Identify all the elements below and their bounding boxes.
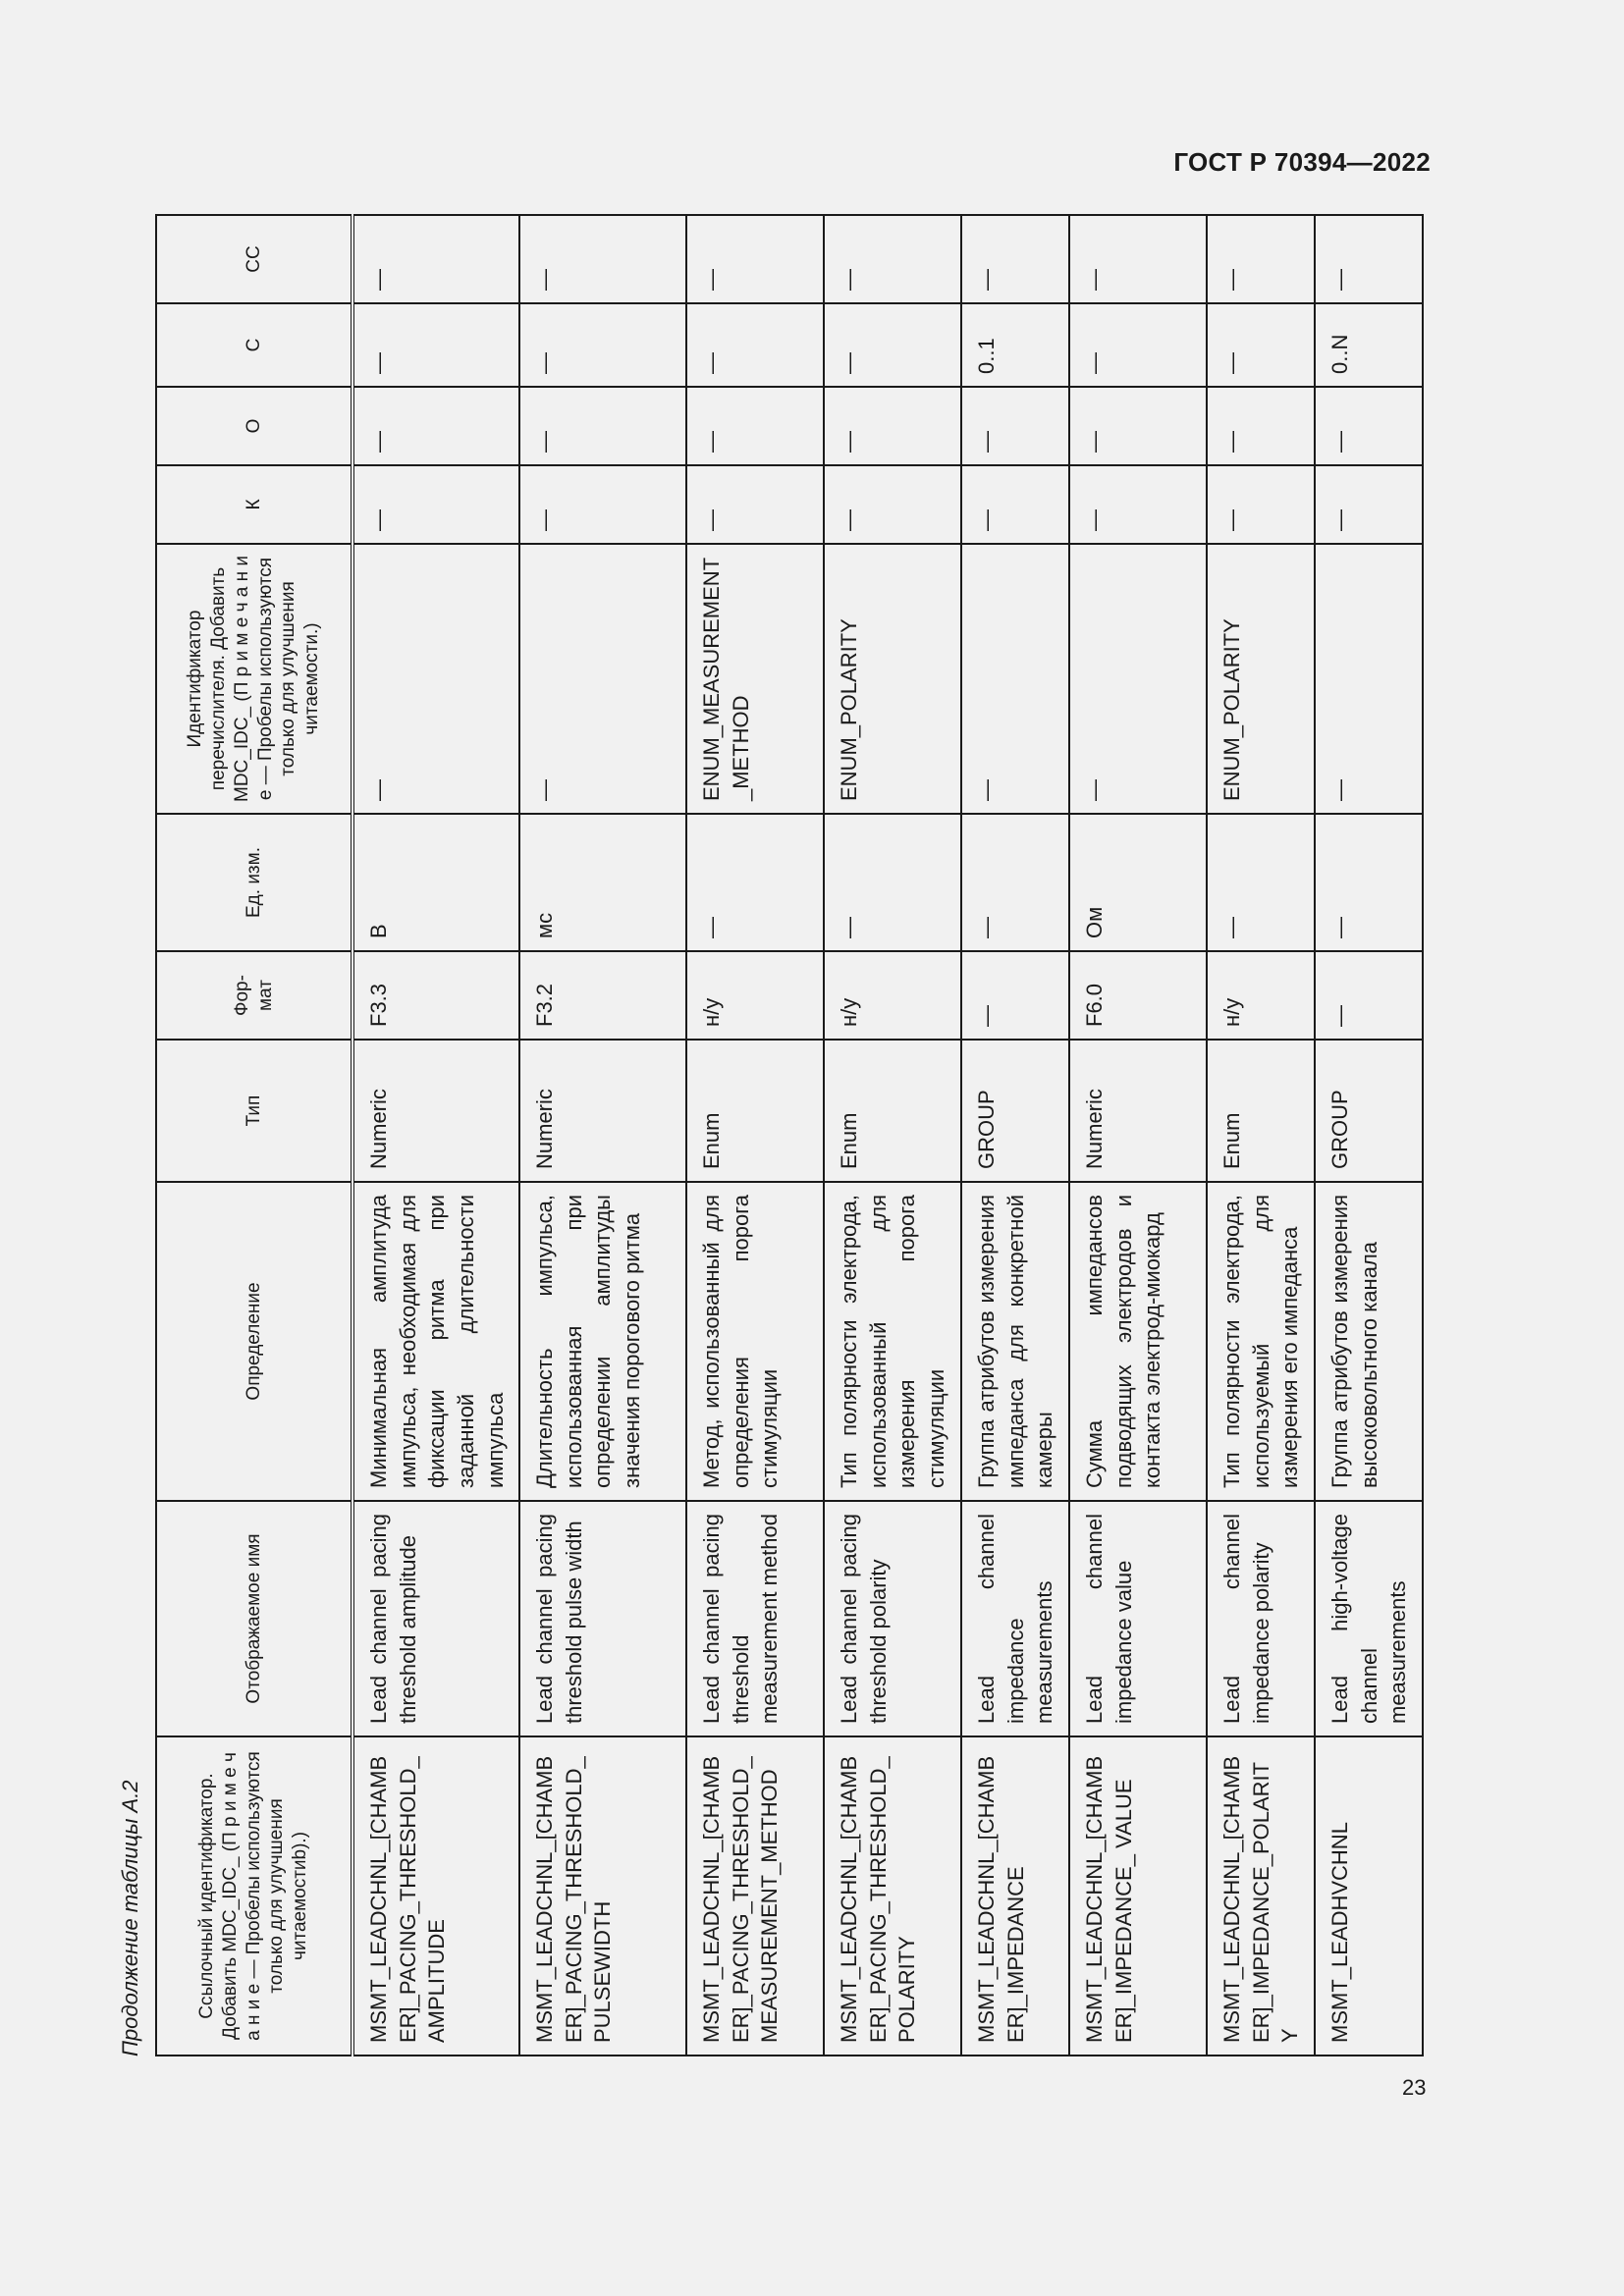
table-cell: Группа атрибутов измерения высоковольтного канала: [1315, 1182, 1423, 1501]
table-cell: Lead high-voltage channel measurements: [1315, 1501, 1423, 1736]
table-cell: ENUM_MEASUREMENT_METHOD: [686, 544, 824, 814]
table-cell: F3.3: [352, 951, 519, 1040]
table-cell: MSMT_LEADCHNL_[CHAMBER]_PACING_THRESHOLD_PULSEWIDTH: [519, 1736, 686, 2056]
table-cell: —: [961, 951, 1069, 1040]
table-cell: —: [1207, 303, 1315, 387]
table-cell: —: [352, 303, 519, 387]
table-row: [686, 215, 824, 2056]
table-cell: Lead channel pacing threshold pulse width: [519, 1501, 686, 1736]
table-cell: 0..1: [961, 303, 1069, 387]
table-cell: —: [1315, 814, 1423, 951]
table-caption: Продолжение таблицы А.2: [118, 1780, 142, 2056]
table-cell: —: [961, 215, 1069, 303]
table-cell: MSMT_LEADCHNL_[CHAMBER]_IMPEDANCE_ VALUE: [1069, 1736, 1207, 2056]
table-cell: MSMT_LEADCHNL_[CHAMBER]_IMPEDANCE: [961, 1736, 1069, 2056]
table-cell: —: [1315, 544, 1423, 814]
column-header: Определение: [156, 1182, 352, 1501]
table-cell: —: [1207, 215, 1315, 303]
table-cell: Numeric: [352, 1040, 519, 1182]
table-cell: Lead channel impedance value: [1069, 1501, 1207, 1736]
table-cell: Группа атрибутов измерения импеданса для конкретной камеры: [961, 1182, 1069, 1501]
table-cell: MSMT_LEADCHNL_[CHAMBER]_PACING_THRESHOLD_ POLARITY: [824, 1736, 961, 2056]
table-cell: —: [686, 303, 824, 387]
table-cell: —: [1069, 387, 1207, 465]
table-cell: Метод, использованный для определения порога стимуляции: [686, 1182, 824, 1501]
table-cell: Numeric: [1069, 1040, 1207, 1182]
table-cell: —: [1207, 465, 1315, 544]
table-cell: —: [1069, 544, 1207, 814]
table-cell: MSMT_LEADCHNL_[CHAMBER]_PACING_THRESHOLD_AMPLITUDE: [352, 1736, 519, 2056]
page-number: 23: [1402, 2075, 1427, 2100]
table-cell: Enum: [824, 1040, 961, 1182]
table-row: [519, 215, 686, 2056]
table-cell: —: [686, 814, 824, 951]
table-cell: —: [519, 387, 686, 465]
table-row: [1315, 215, 1423, 2056]
table-cell: Lead channel pacing threshold polarity: [824, 1501, 961, 1736]
data-table: [155, 214, 1424, 2056]
table-cell: —: [961, 544, 1069, 814]
table-cell: —: [824, 814, 961, 951]
table-cell: мс: [519, 814, 686, 951]
table-cell: —: [961, 387, 1069, 465]
column-header: Отображаемое имя: [156, 1501, 352, 1736]
table-cell: MSMT_LEADCHNL_[CHAMBER]_PACING_THRESHOLD_MEASUREMENT_METHOD: [686, 1736, 824, 2056]
table-cell: Enum: [1207, 1040, 1315, 1182]
table-row: [961, 215, 1069, 2056]
table-cell: —: [824, 303, 961, 387]
table-cell: —: [519, 303, 686, 387]
table-cell: —: [686, 465, 824, 544]
table-cell: Lead channel impedance measurements: [961, 1501, 1069, 1736]
table-row: [824, 215, 961, 2056]
table-cell: —: [519, 215, 686, 303]
table-cell: —: [1069, 303, 1207, 387]
column-header: О: [156, 387, 352, 465]
table-cell: GROUP: [961, 1040, 1069, 1182]
table-cell: —: [1315, 951, 1423, 1040]
table-cell: Enum: [686, 1040, 824, 1182]
table-row: [352, 215, 519, 2056]
column-header: Фор-мат: [156, 951, 352, 1040]
table-cell: —: [961, 465, 1069, 544]
table-cell: Тип полярности электрода, использованный для измерения порога стимуляции: [824, 1182, 961, 1501]
table-cell: MSMT_LEADHVCHNL: [1315, 1736, 1423, 2056]
table-cell: GROUP: [1315, 1040, 1423, 1182]
table-cell: Lead channel pacing threshold amplitude: [352, 1501, 519, 1736]
table-cell: Lead channel impedance polarity: [1207, 1501, 1315, 1736]
column-header: К: [156, 465, 352, 544]
table-cell: ENUM_POLARITY: [1207, 544, 1315, 814]
table-cell: Тип полярности электрода, используемый для измерения его импеданса: [1207, 1182, 1315, 1501]
table-cell: —: [352, 544, 519, 814]
table-cell: н/у: [1207, 951, 1315, 1040]
document-code: ГОСТ Р 70394—2022: [1173, 147, 1431, 177]
table-cell: Lead channel pacing threshold measurement method: [686, 1501, 824, 1736]
column-header: Ед. изм.: [156, 814, 352, 951]
table-cell: —: [1315, 387, 1423, 465]
table-cell: Минимальная амплитуда импульса, необходимая для фиксации ритма при заданной длительности импульса: [352, 1182, 519, 1501]
table-cell: ENUM_POLARITY: [824, 544, 961, 814]
column-header: Ссылочный идентификатор. Добавить MDC_IDC_ (П р и м е ч а н и е — Пробелы используются только для улучшения читаемостиb).): [156, 1736, 352, 2056]
table-cell: —: [961, 814, 1069, 951]
table-cell: —: [519, 544, 686, 814]
column-header: С: [156, 303, 352, 387]
table-cell: н/у: [686, 951, 824, 1040]
table-cell: н/у: [824, 951, 961, 1040]
table-cell: —: [686, 387, 824, 465]
table-cell: F3.2: [519, 951, 686, 1040]
table-cell: —: [824, 387, 961, 465]
table-cell: Numeric: [519, 1040, 686, 1182]
table-cell: —: [1315, 215, 1423, 303]
table-cell: Длительность импульса, использованная при определении амплитуды значения порогового ритма: [519, 1182, 686, 1501]
table-cell: —: [686, 215, 824, 303]
table-cell: 0..N: [1315, 303, 1423, 387]
table-cell: —: [824, 215, 961, 303]
table-row: [1207, 215, 1315, 2056]
table-cell: —: [352, 387, 519, 465]
rotated-table-region: [108, 108, 1424, 2061]
table-cell: Ом: [1069, 814, 1207, 951]
column-header: СС: [156, 215, 352, 303]
table-cell: —: [352, 465, 519, 544]
table-cell: —: [1207, 814, 1315, 951]
table-cell: F6.0: [1069, 951, 1207, 1040]
table-cell: —: [352, 215, 519, 303]
table-cell: В: [352, 814, 519, 951]
column-header: Идентификатор перечислителя. Добавить MDC_IDC_ (П р и м е ч а н и е — Пробелы используются только для улучшения читаемости.): [156, 544, 352, 814]
table-cell: —: [1069, 465, 1207, 544]
table-cell: MSMT_LEADCHNL_[CHAMBER]_IMPEDANCE_POLARITY: [1207, 1736, 1315, 2056]
table-row: [1069, 215, 1207, 2056]
table-cell: —: [1315, 465, 1423, 544]
column-header: Тип: [156, 1040, 352, 1182]
table-header-row: [156, 215, 352, 2056]
table-cell: —: [519, 465, 686, 544]
table-cell: —: [1069, 215, 1207, 303]
table-cell: —: [1207, 387, 1315, 465]
table-cell: —: [824, 465, 961, 544]
table-cell: Сумма импедансов подводящих электродов и контакта электрод-миокард: [1069, 1182, 1207, 1501]
